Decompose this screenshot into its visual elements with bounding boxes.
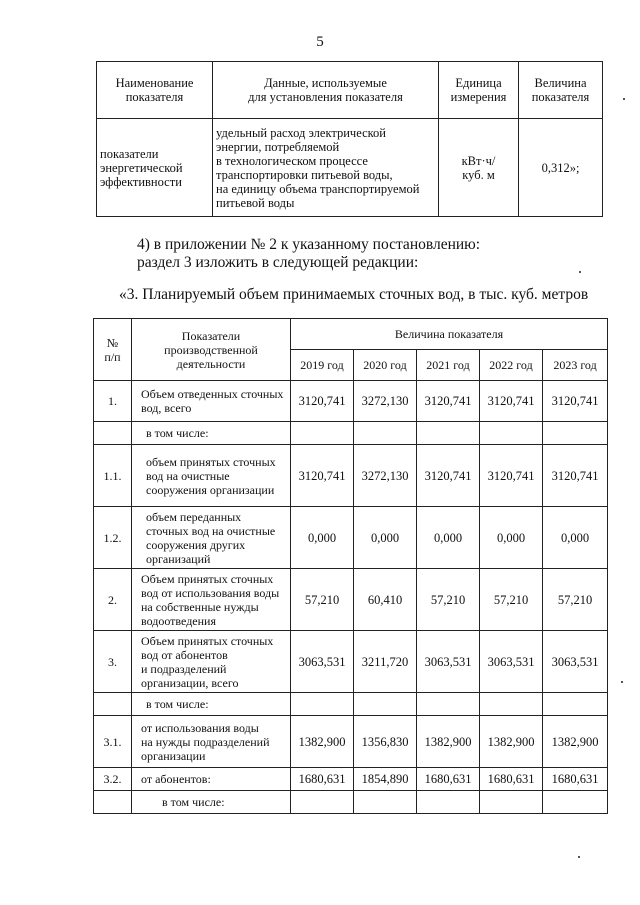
header-value: Величина показателя [519,62,603,119]
wastewater-table [93,318,608,814]
value-cell: 1680,631 [543,768,608,791]
value-cell: 57,210 [291,569,354,631]
indicator-unit: кВт·ч/ куб. м [439,119,519,217]
value-cell [291,791,354,814]
page-number: 5 [316,34,324,50]
value-cell: 3120,741 [291,381,354,422]
scan-speck [621,681,623,683]
indicator-source-data: удельный расход электрической энергии, потребляемой в технологическом процессе транспортировки питьевой воды, на единицу объема транспортируемой питьевой воды [213,119,439,217]
value-cell: 3063,531 [417,631,480,693]
value-cell [543,422,608,445]
value-cell: 0,000 [543,507,608,569]
table-row [94,381,608,422]
header-year: 2021 год [417,350,480,381]
indicator-value: 0,312»; [519,119,603,217]
value-cell: 0,000 [480,507,543,569]
value-cell [417,693,480,716]
table-row [94,768,608,791]
row-number [94,791,132,814]
row-number: 3. [94,631,132,693]
value-cell: 1356,830 [354,716,417,768]
value-cell [480,422,543,445]
value-cell: 1382,900 [291,716,354,768]
table-row [94,445,608,507]
value-cell: 3120,741 [480,381,543,422]
indicator-table-row [97,119,603,217]
section-title: «3. Планируемый объем принимаемых сточных вод, в тыс. куб. метров [119,286,589,303]
header-indicators: Показатели производственной деятельности [132,319,291,381]
value-cell: 3120,741 [417,381,480,422]
header-indicator-name: Наименование показателя [97,62,213,119]
row-indicator-name: от абонентов: [132,768,291,791]
value-cell [291,422,354,445]
row-indicator-name: объем принятых сточных вод на очистные сооружения организации [132,445,291,507]
table-row [94,569,608,631]
row-number: 1. [94,381,132,422]
header-year: 2023 год [543,350,608,381]
value-cell [543,693,608,716]
scan-speck [579,271,581,273]
scan-speck [623,98,625,100]
value-cell: 3063,531 [480,631,543,693]
row-indicator-name: Объем принятых сточных вод от абонентов и подразделений организации, всего [132,631,291,693]
header-row-number: № п/п [94,319,132,381]
row-number: 2. [94,569,132,631]
row-indicator-name: в том числе: [132,791,291,814]
table-row [94,507,608,569]
value-cell: 3063,531 [543,631,608,693]
table-row [94,422,608,445]
row-indicator-name: объем переданных сточных вод на очистные сооружения других организаций [132,507,291,569]
header-source-data: Данные, используемые для установления показателя [213,62,439,119]
row-number: 3.1. [94,716,132,768]
header-year: 2022 год [480,350,543,381]
value-cell: 3211,720 [354,631,417,693]
value-cell: 3120,741 [291,445,354,507]
value-cell: 0,000 [417,507,480,569]
value-cell: 1382,900 [417,716,480,768]
paragraph-line-1: 4) в приложении № 2 к указанному постановлению: [137,236,481,253]
value-cell: 3120,741 [417,445,480,507]
indicator-name: показатели энергетической эффективности [97,119,213,217]
indicator-table [96,61,603,217]
value-cell [417,422,480,445]
value-cell: 3120,741 [480,445,543,507]
row-number: 1.2. [94,507,132,569]
row-indicator-name: в том числе: [132,693,291,716]
indicator-table-header [97,62,603,119]
value-cell [480,791,543,814]
value-cell: 1382,900 [480,716,543,768]
value-cell: 3272,130 [354,381,417,422]
value-cell: 1854,890 [354,768,417,791]
value-cell: 1680,631 [480,768,543,791]
value-cell: 3063,531 [291,631,354,693]
table-row [94,791,608,814]
scan-speck [578,856,580,858]
value-cell [354,791,417,814]
table-row [94,693,608,716]
value-cell: 57,210 [543,569,608,631]
row-number [94,422,132,445]
value-cell: 1680,631 [291,768,354,791]
header-year: 2019 год [291,350,354,381]
value-cell: 3272,130 [354,445,417,507]
table-row [94,716,608,768]
value-cell: 0,000 [354,507,417,569]
value-cell: 57,210 [417,569,480,631]
value-cell: 1680,631 [417,768,480,791]
table-row [94,631,608,693]
header-year: 2020 год [354,350,417,381]
paragraph-line-2: раздел 3 изложить в следующей редакции: [137,254,419,271]
value-cell: 3120,741 [543,381,608,422]
value-cell: 3120,741 [543,445,608,507]
value-cell: 57,210 [480,569,543,631]
header-value-group: Величина показателя [291,319,608,350]
row-indicator-name: от использования воды на нужды подразделений организации [132,716,291,768]
value-cell [417,791,480,814]
value-cell [480,693,543,716]
value-cell [354,693,417,716]
value-cell [291,693,354,716]
value-cell: 1382,900 [543,716,608,768]
value-cell [354,422,417,445]
value-cell: 0,000 [291,507,354,569]
row-number: 1.1. [94,445,132,507]
value-cell [543,791,608,814]
row-indicator-name: в том числе: [132,422,291,445]
row-number [94,693,132,716]
row-indicator-name: Объем отведенных сточных вод, всего [132,381,291,422]
header-unit: Единица измерения [439,62,519,119]
row-number: 3.2. [94,768,132,791]
value-cell: 60,410 [354,569,417,631]
row-indicator-name: Объем принятых сточных вод от использования воды на собственные нужды водоотведения [132,569,291,631]
